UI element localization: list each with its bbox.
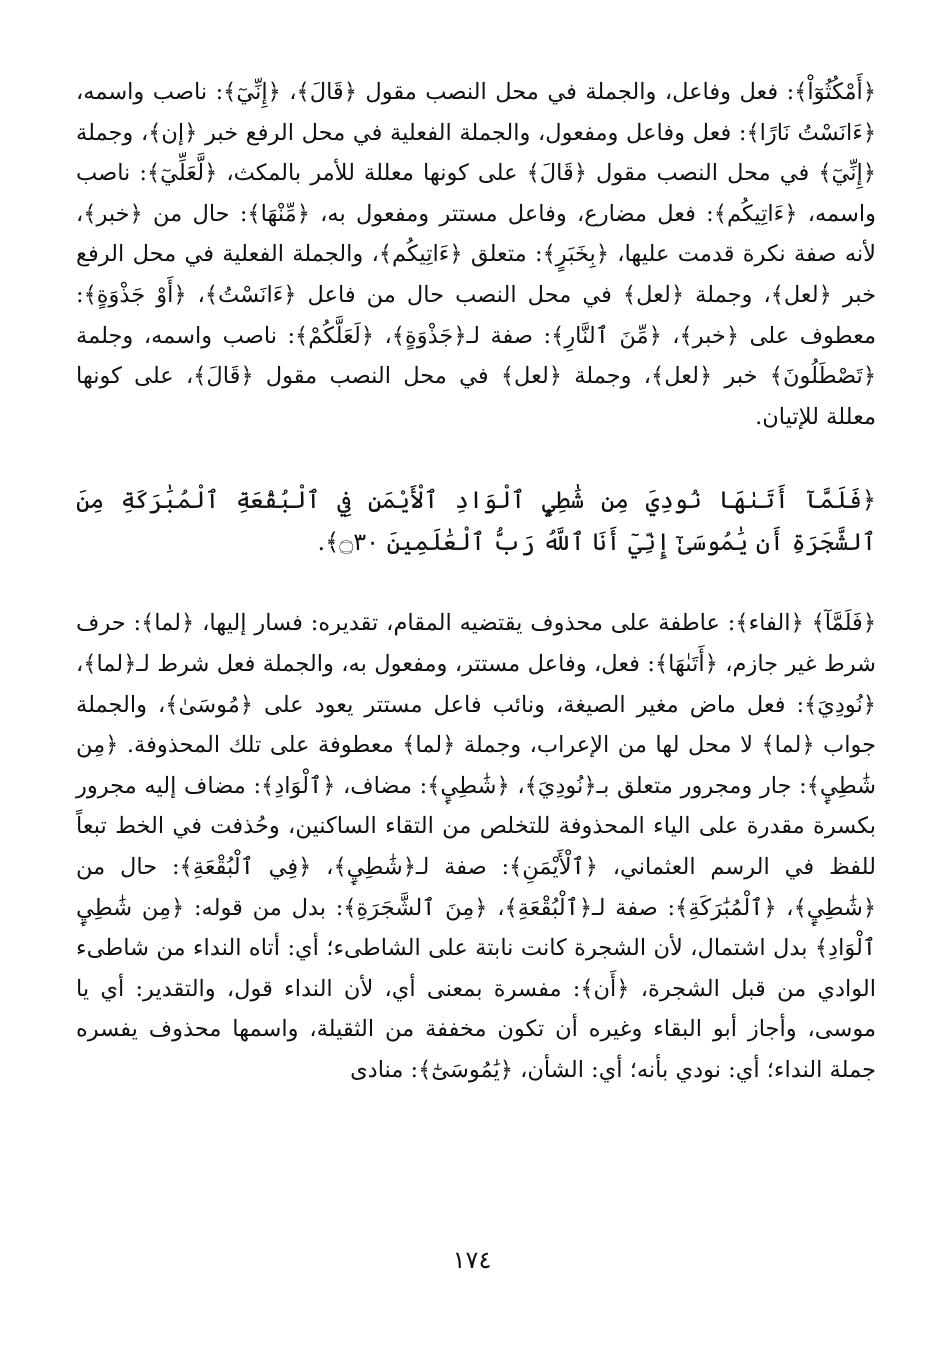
- page-body: [76, 70, 876, 1090]
- page-number: ١٧٤: [452, 1246, 492, 1274]
- commentary-paragraph-2: ﴿فَلَمَّآ﴾ ﴿الفاء﴾: عاطفة على محذوف يقتضيه المقام، تقديره: فسار إليها، ﴿لما﴾: حرف شرط غير جازم، ﴿أَتَىٰهَا﴾: فعل، وفاعل مستتر، ومفعول به، والجملة فعل شرط لـ﴿لما﴾، ﴿نُودِيَ﴾: فعل ماض مغير الصيغة، ونائب فاعل مستتر يعود على ﴿مُوسَىٰ﴾، والجملة جواب ﴿لما﴾ لا محل لها من الإعراب، وجملة ﴿لما﴾ معطوفة على تلك المحذوفة. ﴿مِن شَٰطِيِٕ﴾: جار ومجرور متعلق بـ﴿نُودِيَ﴾، ﴿شَٰطِيِٕ﴾: مضاف، ﴿ٱلْوَادِ﴾: مضاف إليه مجرور بكسرة مقدرة على الياء المحذوفة للتخلص من التقاء الساكنين، وحُذفت في الخط تبعاً للفظ في الرسم العثماني، ﴿ٱلْأَيْمَنِ﴾: صفة لـ﴿شَٰطِيِٕ﴾، ﴿فِي ٱلْبُقْعَةِ﴾: حال من ﴿شَٰطِيِٕ﴾، ﴿ٱلْمُبَٰرَكَةِ﴾: صفة لـ﴿ٱلْبُقْعَةِ﴾، ﴿مِنَ ٱلشَّجَرَةِ﴾: بدل من قوله: ﴿مِن شَٰطِيِٕ ٱلْوَادِ﴾ بدل اشتمال، لأن الشجرة كانت نابتة على الشاطىء؛ أي: أتاه النداء من شاطىء الوادي من قبل الشجرة، ﴿أَن﴾: مفسرة بمعنى أي، لأن النداء قول، والتقدير: أي يا موسى، وأجاز أبو البقاء وغيره أن تكون مخففة من الثقيلة، واسمها محذوف يفسره جملة النداء؛ أي: نودي بأنه؛ أي: الشأن، ﴿يَٰمُوسَىٰٓ﴾: منادى: [76, 610, 876, 1083]
- commentary-paragraph-1: ﴿أَمْكُثُوٓاْ﴾: فعل وفاعل، والجملة في محل النصب مقول ﴿قَالَ﴾، ﴿إِنِّيٓ﴾: ناصب واسمه، ﴿ءَانَسْتُ نَارًا﴾: فعل وفاعل ومفعول، والجملة الفعلية في محل الرفع خبر ﴿إن﴾، وجملة ﴿إِنِّيٓ﴾ في محل النصب مقول ﴿قَالَ﴾ على كونها معللة للأمر بالمكث، ﴿لَّعَلِّيٓ﴾: ناصب واسمه، ﴿ءَاتِيكُم﴾: فعل مضارع، وفاعل مستتر ومفعول به، ﴿مِّنْهَا﴾: حال من ﴿خبر﴾، لأنه صفة نكرة قدمت عليها، ﴿بِخَبَرٍ﴾: متعلق ﴿ءَاتِيكُم﴾، والجملة الفعلية في محل الرفع خبر ﴿لعل﴾، وجملة ﴿لعل﴾ في محل النصب حال من فاعل ﴿ءَانَسْتُ﴾، ﴿أَوْ جَذْوَةٍ﴾: معطوف على ﴿خبر﴾، ﴿مِّنَ ٱلنَّارِ﴾: صفة لـ﴿جَذْوَةٍ﴾، ﴿لَعَلَّكُمْ﴾: ناصب واسمه، وجلمة ﴿تَصْطَلُونَ﴾ خبر ﴿لعل﴾، وجملة ﴿لعل﴾ في محل النصب مقول ﴿قَالَ﴾، على كونها معللة للإتيان.: [76, 79, 876, 430]
- quran-verse: ﴿فَلَمَّآ أَتَىٰهَا نُودِيَ مِن شَٰطِيِٕ ٱلْوَادِ ٱلْأَيْمَنِ فِي ٱلْبُقْعَةِ ٱلْمُبَٰرَكَةِ مِنَ ٱلشَّجَرَةِ أَن يَٰمُوسَىٰٓ إِنِّيٓ أَنَا ٱللَّهُ رَبُّ ٱلْعَٰلَمِينَ ۝٣٠﴾.: [76, 486, 876, 557]
